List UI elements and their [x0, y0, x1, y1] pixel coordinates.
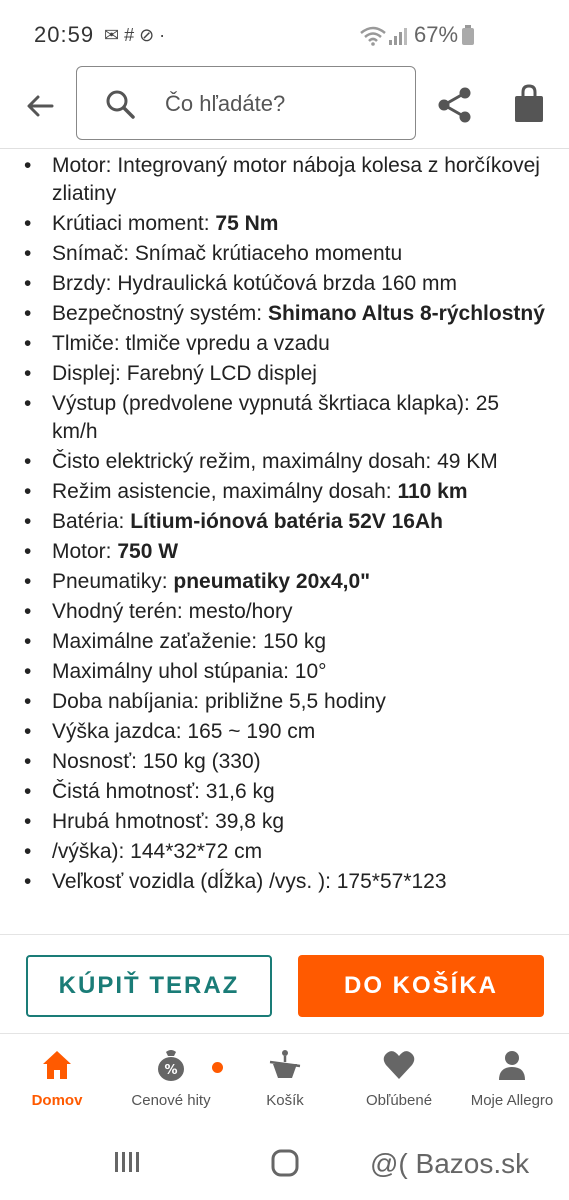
spec-item — [0, 748, 569, 776]
spec-label: Brzdy: Hydraulická kotúčová brzda 160 mm — [52, 272, 457, 295]
spec-value: pneumatiky 20x4,0" — [173, 570, 371, 593]
heart-icon — [382, 1048, 416, 1082]
status-notification-icons: ✉ # ⊘ · — [104, 25, 166, 45]
action-bar — [0, 934, 569, 1034]
nav-item-favorites[interactable] — [344, 1048, 454, 1128]
buy-now-button[interactable]: KÚPIŤ TERAZ — [26, 955, 272, 1017]
spec-item — [0, 270, 569, 298]
spec-label: Displej: Farebný LCD displej — [52, 362, 317, 385]
home-icon — [40, 1048, 74, 1082]
spec-label: Nosnosť: 150 kg (330) — [52, 750, 261, 773]
spec-value: 110 km — [397, 480, 468, 503]
spec-item — [0, 210, 569, 238]
spec-label: Doba nabíjania: približne 5,5 hodiny — [52, 690, 386, 713]
wifi-icon — [360, 26, 386, 46]
spec-item — [0, 508, 569, 536]
spec-item — [0, 478, 569, 506]
status-bar — [0, 0, 569, 70]
spec-label: Vhodný terén: mesto/hory — [52, 600, 293, 623]
spec-label: Režim asistencie, maximálny dosah: — [52, 480, 398, 503]
spec-label: Výstup (predvolene vypnutá škrtiaca klapka): 25 km/h — [52, 392, 500, 443]
spec-value: Lítium-iónová batéria 52V 16Ah — [130, 510, 443, 533]
recent-apps-icon[interactable] — [114, 1150, 142, 1174]
spec-item — [0, 240, 569, 268]
spec-item — [0, 360, 569, 388]
spec-item — [0, 538, 569, 566]
spec-item — [0, 448, 569, 476]
spec-label: Čisto elektrický režim, maximálny dosah: 49 KM — [52, 450, 498, 473]
spec-item — [0, 778, 569, 806]
product-specs — [0, 148, 569, 934]
spec-item — [0, 390, 569, 446]
spec-label: Maximálne zaťaženie: 150 kg — [52, 630, 327, 653]
add-to-cart-button[interactable]: DO KOŠÍKA — [298, 955, 544, 1017]
spec-label: Hrubá hmotnosť: 39,8 kg — [52, 810, 285, 833]
spec-item — [0, 838, 569, 866]
spec-item — [0, 718, 569, 746]
signal-icon — [388, 26, 408, 46]
spec-label: Batéria: — [52, 510, 131, 533]
spec-label: Čistá hmotnosť: 31,6 kg — [52, 780, 275, 803]
spec-value: Shimano Altus 8-rýchlostný — [267, 302, 545, 325]
spec-label: Pneumatiky: — [52, 570, 174, 593]
spec-item — [0, 808, 569, 836]
back-arrow-icon[interactable] — [22, 88, 58, 124]
spec-label: Maximálny uhol stúpania: 10° — [52, 660, 327, 683]
system-navigation-bar — [0, 1134, 569, 1200]
nav-item-my-allegro[interactable] — [457, 1048, 567, 1128]
spec-item — [0, 598, 569, 626]
spec-value: 75 Nm — [215, 212, 279, 235]
spec-label: Krútiaci moment: — [52, 212, 216, 235]
spec-item — [0, 688, 569, 716]
share-icon[interactable] — [436, 86, 474, 124]
watermark: @( Bazos.sk — [370, 1148, 530, 1179]
home-button-icon[interactable] — [270, 1148, 300, 1178]
user-icon — [495, 1048, 529, 1082]
spec-label: Snímač: Snímač krútiaceho momentu — [52, 242, 403, 265]
nav-item-cart[interactable] — [230, 1048, 340, 1128]
spec-label: Tlmiče: tlmiče vpredu a vzadu — [52, 332, 330, 355]
spec-item — [0, 868, 569, 896]
status-time: 20:59 — [34, 22, 95, 47]
spec-item — [0, 658, 569, 686]
spec-label: Motor: — [52, 540, 118, 563]
discount-bag-icon — [154, 1048, 188, 1082]
svg-text:%: % — [164, 1063, 178, 1078]
spec-item — [0, 152, 569, 208]
spec-label: Motor: Integrovaný motor náboja kolesa z horčíkovej zliatiny — [52, 154, 540, 205]
spec-item — [0, 300, 569, 328]
nav-item-home[interactable] — [2, 1048, 112, 1128]
search-box[interactable] — [76, 66, 416, 140]
spec-item — [0, 330, 569, 358]
nav-label: Obľúbené — [365, 1092, 433, 1109]
spec-list — [0, 150, 569, 896]
spec-value: 750 W — [117, 540, 179, 563]
spec-label: Výška jazdca: 165 ~ 190 cm — [52, 720, 316, 743]
nav-label: Cenové hity — [131, 1092, 211, 1109]
nav-item-price-hits[interactable] — [116, 1048, 226, 1128]
spec-label: Veľkosť vozidla (dĺžka) /vys. ): 175*57*123 — [52, 870, 447, 893]
notification-dot — [212, 1062, 223, 1073]
nav-label: Košík — [266, 1092, 304, 1109]
spec-item — [0, 628, 569, 656]
cart-icon — [268, 1048, 302, 1082]
search-icon — [105, 89, 135, 119]
spec-item — [0, 568, 569, 596]
nav-label: Domov — [31, 1092, 83, 1109]
battery-percent: 67% — [414, 22, 459, 47]
spec-label: Bezpečnostný systém: — [52, 302, 268, 325]
bottom-navigation — [0, 1034, 569, 1134]
spec-label: /výška): 144*32*72 cm — [52, 840, 263, 863]
app-header — [0, 66, 569, 148]
shopping-bag-icon[interactable] — [512, 84, 546, 124]
battery-icon — [462, 25, 474, 45]
nav-label: Moje Allegro — [470, 1092, 554, 1109]
search-input[interactable] — [163, 85, 397, 123]
